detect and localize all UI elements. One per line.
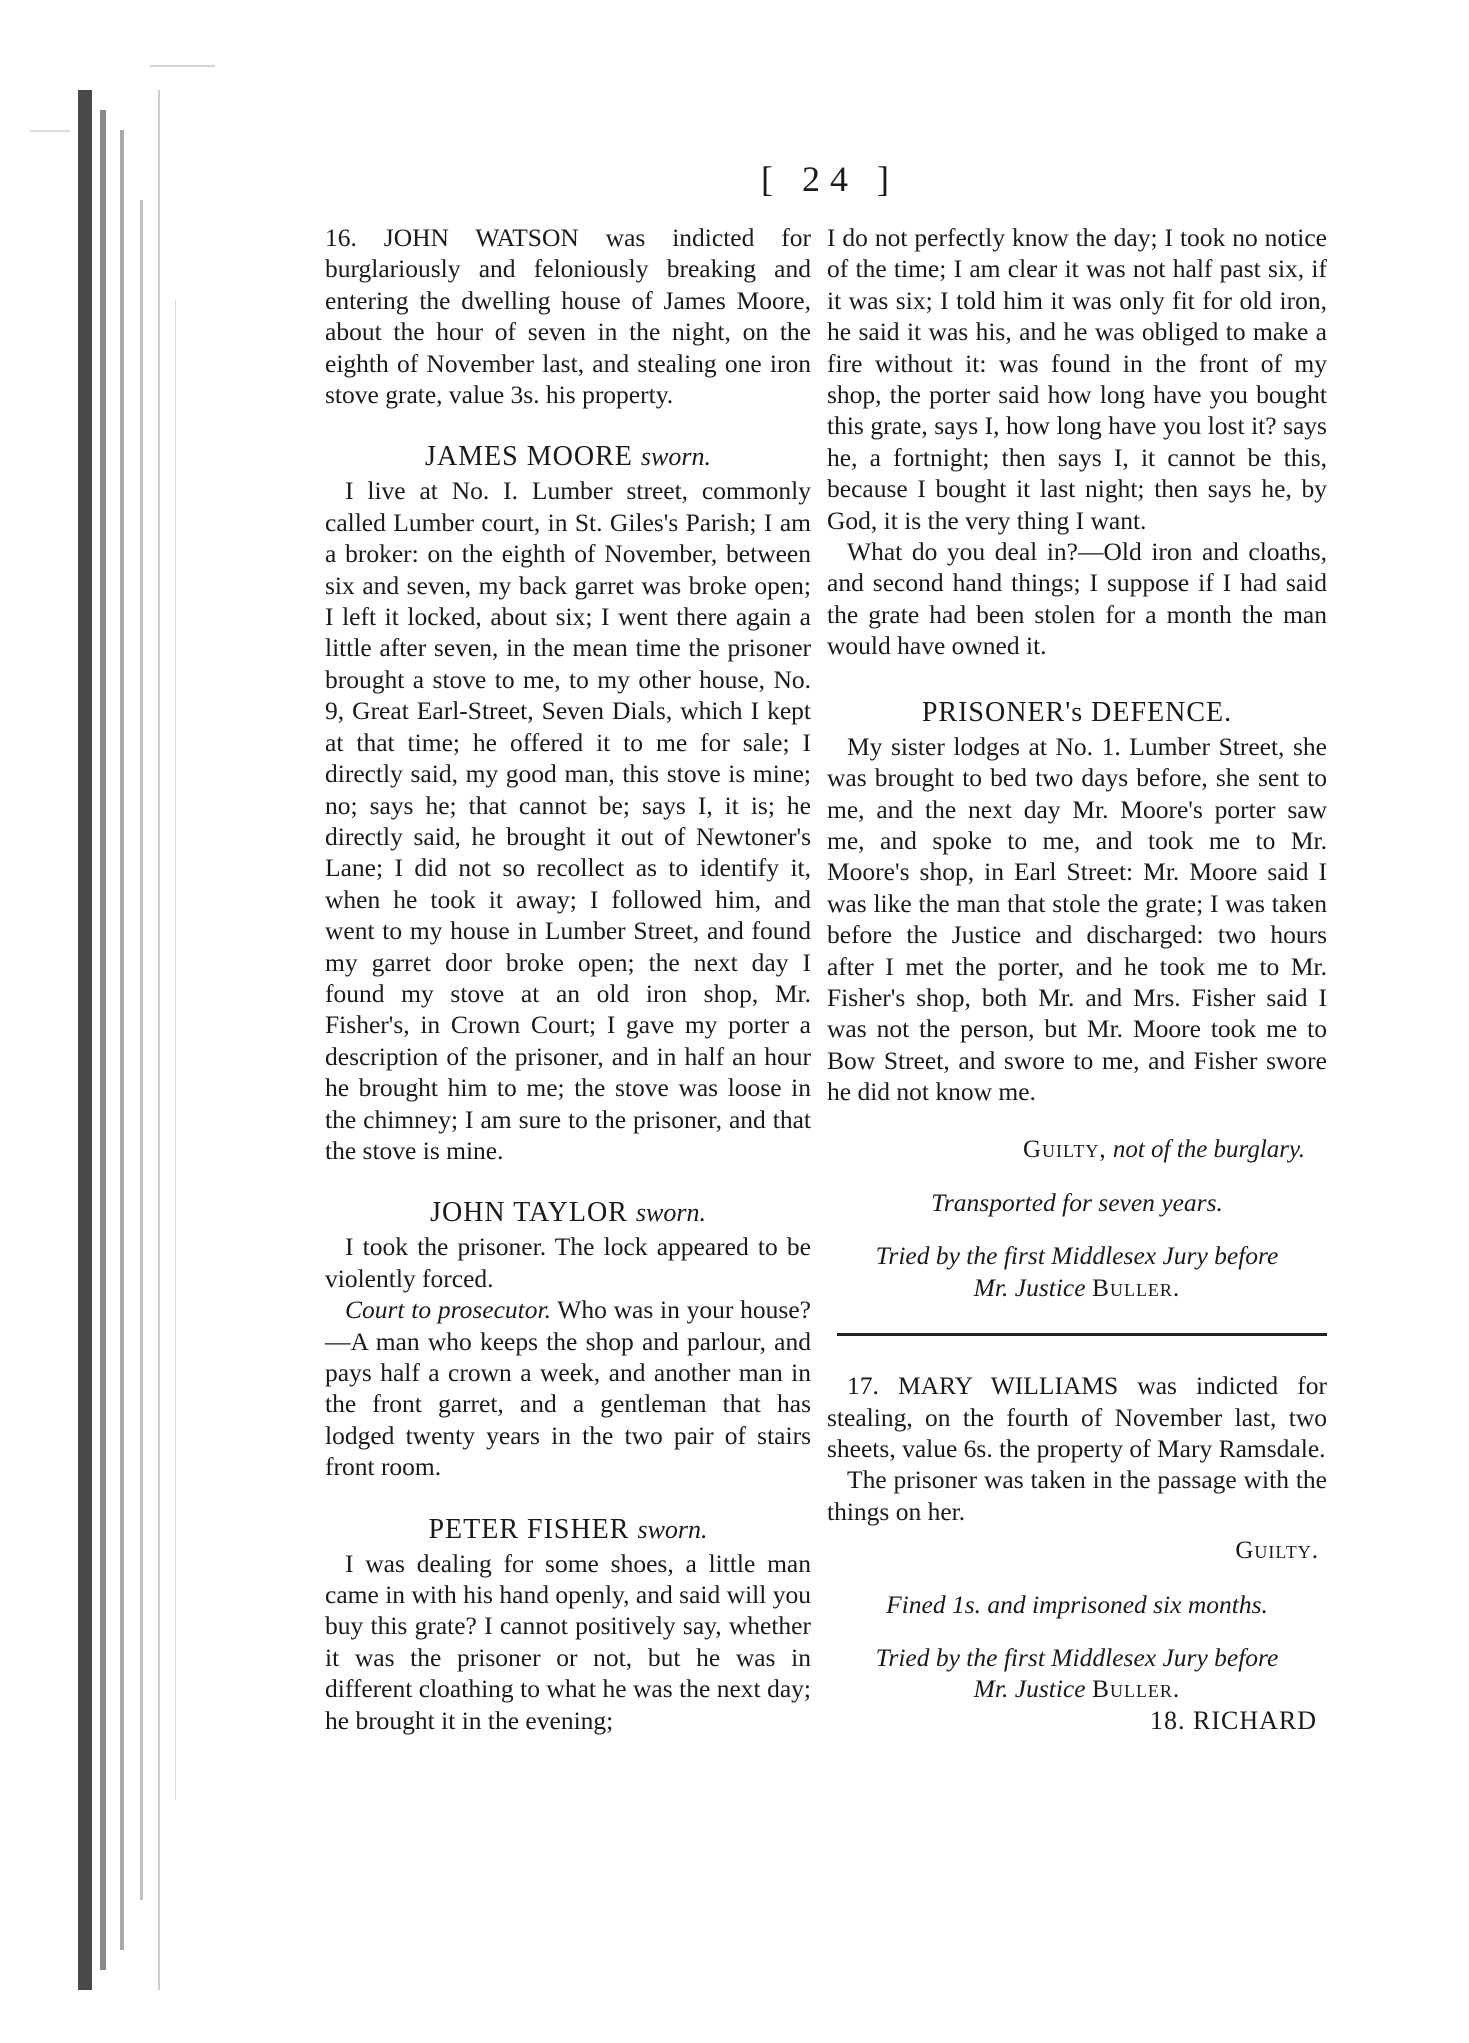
witness-name: PETER FISHER	[428, 1513, 630, 1545]
sworn-label: sworn.	[640, 442, 711, 472]
testimony-james-moore: I live at No. I. Lumber street, commonly called Lumber court, in St. Giles's Parish; I am a broker: on the eighth of November, between six and seven, my back garret was broke open; I left it locked, about six; I went there again a little after seven, in the mean time the prisoner brought a stove to me, to my other house, No. 9, Great Earl-Street, Seven Dials, which I kept at that time; he offered it to me for sale; I directly said, my good man, this stove is mine; no; says he; that cannot be; says I, it is; he directly said, he brought it out of Newtoner's Lane; I did not so recollect as to identify it, when he took it away; I followed him, and went to my house in Lumber Street, and found my garret door broke open; the next day I found my stove at an old iron shop, Mr. Fisher's, in Crown Court; I gave my porter a description of the prisoner, and in half an hour he brought him to me; the stove was loose in the chimney; I am sure to the prisoner, and that the stove is mine.	[325, 476, 811, 1165]
testimony-peter-fisher-continued: I do not perfectly know the day; I took no notice of the time; I am clear it was not half past six, if it was six; I told him it was only fit for old iron, he said it was his, and he was obliged to make a fire without it: was found in the front of my shop, the porter said how long have you bought this grate, says I, how long have you lost it? says he, a fortnight; then says I, it cannot be this, because I bought it last night; then says he, by God, it is the very thing I want.	[827, 223, 1327, 535]
binding-gutter	[0, 0, 215, 2043]
prisoner-defence-text: My sister lodges at No. 1. Lumber Street, she was brought to bed two days before, she sent to me, and the next day Mr. Moore's porter saw me, and spoke to me, and took me to Mr. Moore's shop, in Earl Street: Mr. Moore said I was like the man that stole the grate; I was taken before the Justice and discharged: two hours after I met the porter, and he took me to Mr. Fisher's shop, both Mr. and Mrs. Fisher said I was not the person, but Mr. Moore took me to Bow Street, and swore to me, and Fisher swore he did not know me.	[827, 731, 1327, 1107]
witness-heading-john-taylor	[325, 1196, 811, 1229]
case-16-indictment: 16. JOHN WATSON was indicted for burglariously and feloniously breaking and entering the dwelling house of James Moore, about the hour of seven in the night, on the eighth of November last, and stealing one iron stove grate, value 3s. his property.	[325, 223, 811, 410]
testimony-peter-fisher-deal: What do you deal in?—Old iron and cloaths, and second hand things; I suppose if I had said the grate had been stolen for a month the man would have owned it.	[827, 537, 1327, 661]
judge-title: Mr. Justice	[973, 1272, 1086, 1302]
verdict-qualifier: not of the burglary.	[1112, 1135, 1305, 1163]
judge-name: Buller.	[1091, 1272, 1181, 1302]
judge-name: Buller.	[1091, 1674, 1181, 1704]
court-text: Who was in your house?—A man who keeps the shop and parlour, and pays half a crown a week, and another man in the front garret, and a gentleman that has lodged twenty years in the two pair of stairs front room.	[325, 1295, 811, 1482]
sentence-case-16: Transported for seven years.	[931, 1187, 1223, 1217]
left-column	[325, 222, 811, 1736]
right-column	[827, 222, 1327, 1736]
court-label: Court to prosecutor.	[345, 1295, 551, 1325]
sworn-label: sworn.	[637, 1514, 708, 1544]
witness-name: JAMES MOORE	[425, 441, 633, 473]
tried-by-case-16	[827, 1240, 1327, 1303]
tried-line-2	[827, 1673, 1327, 1704]
page-number: [ 24 ]	[761, 159, 899, 199]
case-divider	[837, 1333, 1327, 1336]
witness-name: JOHN TAYLOR	[430, 1197, 628, 1229]
verdict-case-17: Guilty.	[1235, 1537, 1319, 1565]
testimony-john-taylor: I took the prisoner. The lock appeared to be violently forced.	[325, 1232, 811, 1293]
tried-by-case-17	[827, 1642, 1327, 1705]
catchword: 18. RICHARD	[1149, 1705, 1317, 1735]
testimony-peter-fisher: I was dealing for some shoes, a little man came in with his hand openly, and said will you buy this grate? I cannot positively say, whether it was the prisoner or not, but he was in different cloathing to what he was the next day; he brought it in the evening;	[325, 1548, 811, 1735]
case-17-indictment: 17. MARY WILLIAMS was indicted for stealing, on the fourth of November last, two sheets, value 6s. the property of Mary Ramsdale.	[827, 1371, 1327, 1463]
witness-heading-peter-fisher	[325, 1513, 811, 1546]
verdict-guilty: Guilty,	[1022, 1135, 1107, 1163]
court-question	[325, 1294, 811, 1482]
witness-heading-james-moore	[325, 440, 811, 473]
sentence-case-17: Fined 1s. and imprisoned six months.	[886, 1589, 1268, 1619]
tried-line-2	[827, 1272, 1327, 1303]
prisoner-defence-heading: PRISONER's DEFENCE.	[921, 696, 1233, 728]
tried-line-1: Tried by the first Middlesex Jury before	[875, 1241, 1279, 1271]
case-17-evidence: The prisoner was taken in the passage with the things on her.	[827, 1465, 1327, 1526]
judge-title: Mr. Justice	[973, 1674, 1086, 1704]
tried-line-1: Tried by the first Middlesex Jury before	[875, 1643, 1279, 1673]
verdict-case-16	[827, 1134, 1305, 1165]
sworn-label: sworn.	[635, 1198, 706, 1228]
